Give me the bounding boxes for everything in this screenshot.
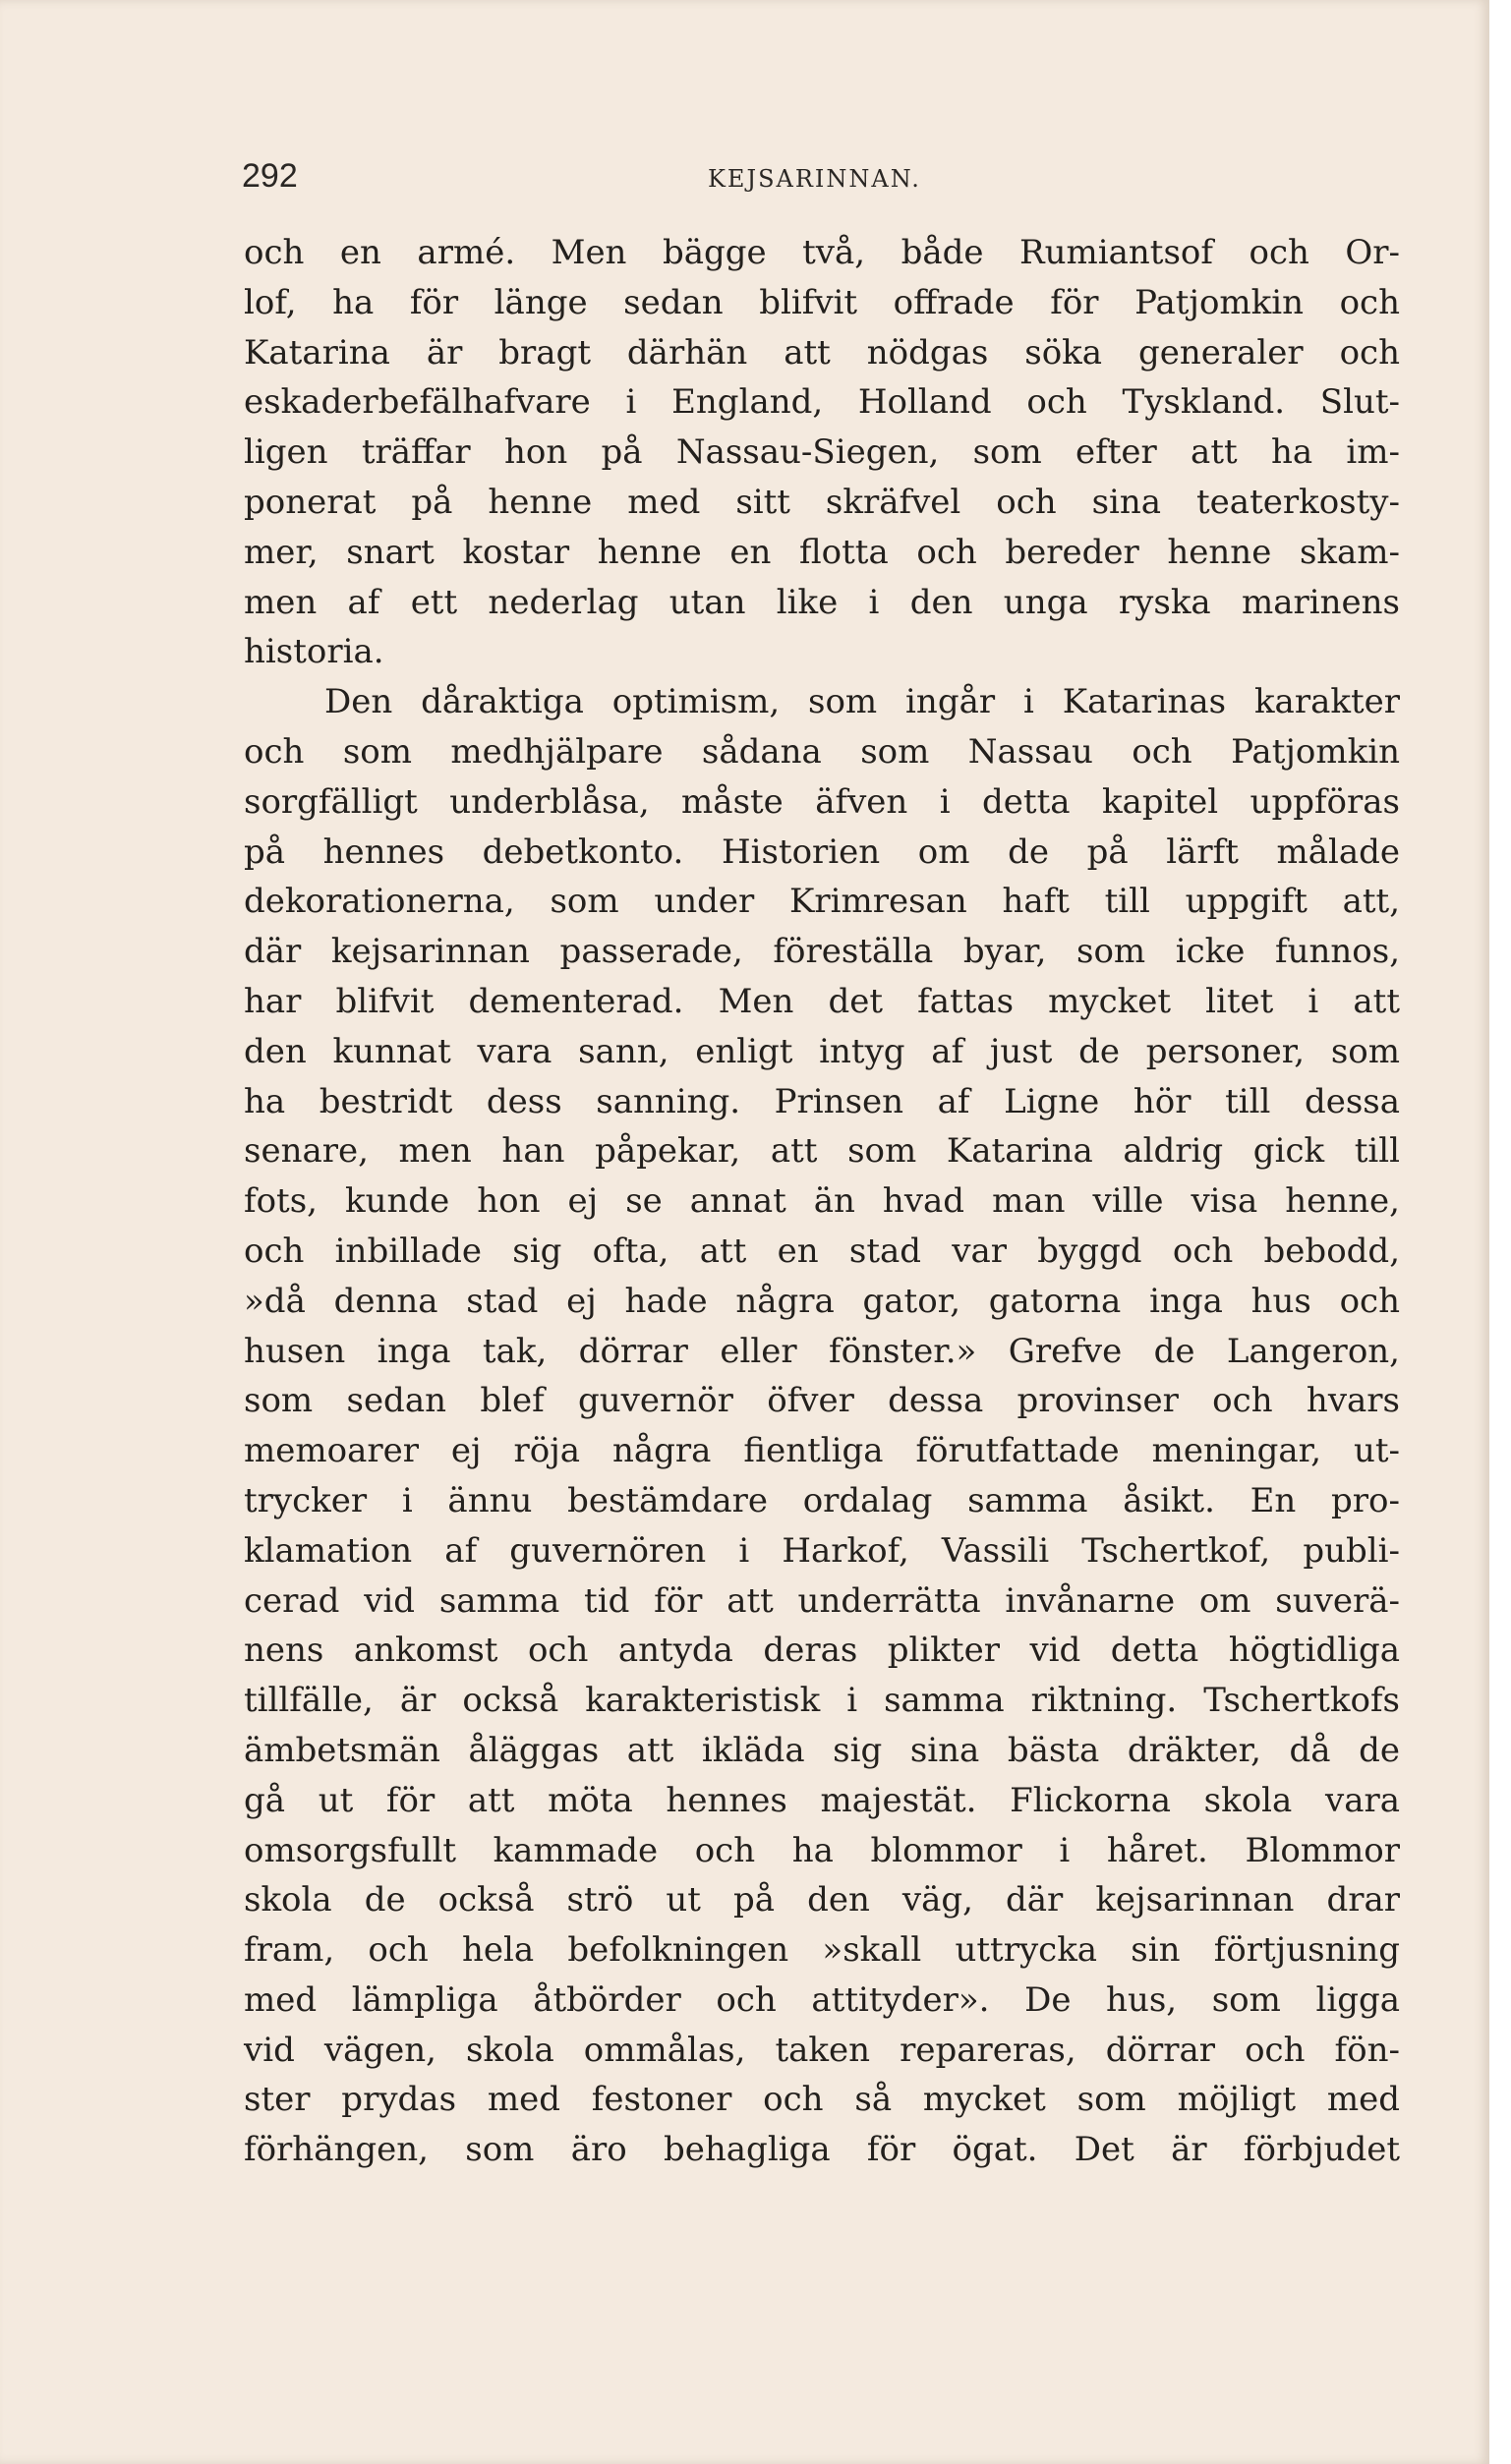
text-line: som sedan blef guvernör öfver dessa provinser och hvars xyxy=(244,1381,1400,1421)
text-line: fram, och hela befolkningen »skall uttrycka sin förtjusning xyxy=(244,1930,1400,1971)
paragraph-2 xyxy=(244,677,1400,2175)
text-line: Katarina är bragt därhän att nödgas söka generaler och xyxy=(244,332,1400,372)
text-line: den kunnat vara sann, enligt intyg af just de personer, som xyxy=(244,1031,1400,1071)
text-line: och som medhjälpare sådana som Nassau och Patjomkin xyxy=(244,731,1400,772)
text-line: och en armé. Men bägge två, både Rumiantsof och Or- xyxy=(244,233,1400,272)
text-line: med lämpliga åtbörder och attityder». De hus, som ligga xyxy=(244,1979,1400,2020)
text-line: senare, men han påpekar, att som Katarina aldrig gick till xyxy=(244,1131,1400,1172)
text-line: historia. xyxy=(244,632,384,672)
text-line: omsorgsfullt kammade och ha blommor i håret. Blommor xyxy=(244,1830,1400,1870)
text-line: trycker i ännu bestämdare ordalag samma åsikt. En pro- xyxy=(244,1480,1400,1520)
text-line: förhängen, som äro behagliga för ögat. Det är förbjudet xyxy=(244,2130,1400,2170)
text-line: klamation af guvernören i Harkof, Vassili Tschertkof, publi- xyxy=(244,1530,1400,1571)
text-line: vid vägen, skola ommålas, taken repareras, dörrar och fön- xyxy=(244,2030,1400,2070)
text-line: cerad vid samma tid för att underrätta invånarne om suverä- xyxy=(244,1580,1400,1621)
text-line: ponerat på henne med sitt skräfvel och sina teaterkosty- xyxy=(244,482,1400,522)
paragraph-1 xyxy=(244,228,1400,677)
text-line: sorgfälligt underblåsa, måste äfven i detta kapitel uppföras xyxy=(244,781,1400,822)
text-line: »då denna stad ej hade några gator, gatorna inga hus och xyxy=(244,1281,1400,1321)
text-line: och inbillade sig ofta, att en stad var byggd och bebodd, xyxy=(244,1231,1400,1271)
text-line: husen inga tak, dörrar eller fönster.» Grefve de Langeron, xyxy=(244,1331,1400,1371)
text-line: skola de också strö ut på den väg, där kejsarinnan drar xyxy=(244,1880,1400,1920)
text-line: memoarer ej röja några fientliga förutfattade meningar, ut- xyxy=(244,1431,1400,1471)
text-line: eskaderbefälhafvare i England, Holland och Tyskland. Slut- xyxy=(244,382,1400,423)
running-head: KEJSARINNAN. xyxy=(708,165,921,193)
text-line: mer, snart kostar henne en flotta och bereder henne skam- xyxy=(244,532,1400,572)
text-line: ster prydas med festoner och så mycket som möjligt med xyxy=(244,2080,1400,2120)
text-line: nens ankomst och antyda deras plikter vid detta högtidliga xyxy=(244,1631,1400,1671)
text-line: ligen träffar hon på Nassau-Siegen, som efter att ha im- xyxy=(244,432,1400,473)
text-line: ha bestridt dess sanning. Prinsen af Ligne hör till dessa xyxy=(244,1081,1400,1121)
text-line: tillfälle, är också karakteristisk i samma riktning. Tschertkofs xyxy=(244,1681,1400,1721)
text-line: lof, ha för länge sedan blifvit offrade för Patjomkin och xyxy=(244,282,1400,322)
text-line: dekorationerna, som under Krimresan haft till uppgift att, xyxy=(244,882,1400,922)
body-text xyxy=(244,228,1400,2175)
text-line: Den dåraktiga optimism, som ingår i Katarinas karakter xyxy=(324,682,1400,722)
page-number: 292 xyxy=(242,157,298,195)
text-line: fots, kunde hon ej se annat än hvad man ville visa henne, xyxy=(244,1181,1400,1222)
text-line: men af ett nederlag utan like i den unga ryska marinens xyxy=(244,582,1400,622)
text-line: där kejsarinnan passerade, föreställa byar, som icke funnos, xyxy=(244,932,1400,972)
text-line: ämbetsmän åläggas att ikläda sig sina bästa dräkter, då de xyxy=(244,1730,1400,1770)
scan-border xyxy=(1489,0,1511,2464)
text-line: har blifvit dementerad. Men det fattas mycket litet i att xyxy=(244,981,1400,1021)
page-header xyxy=(242,157,1400,202)
text-line: gå ut för att möta hennes majestät. Flickorna skola vara xyxy=(244,1780,1400,1820)
text-line: på hennes debetkonto. Historien om de på lärft målade xyxy=(244,831,1400,872)
